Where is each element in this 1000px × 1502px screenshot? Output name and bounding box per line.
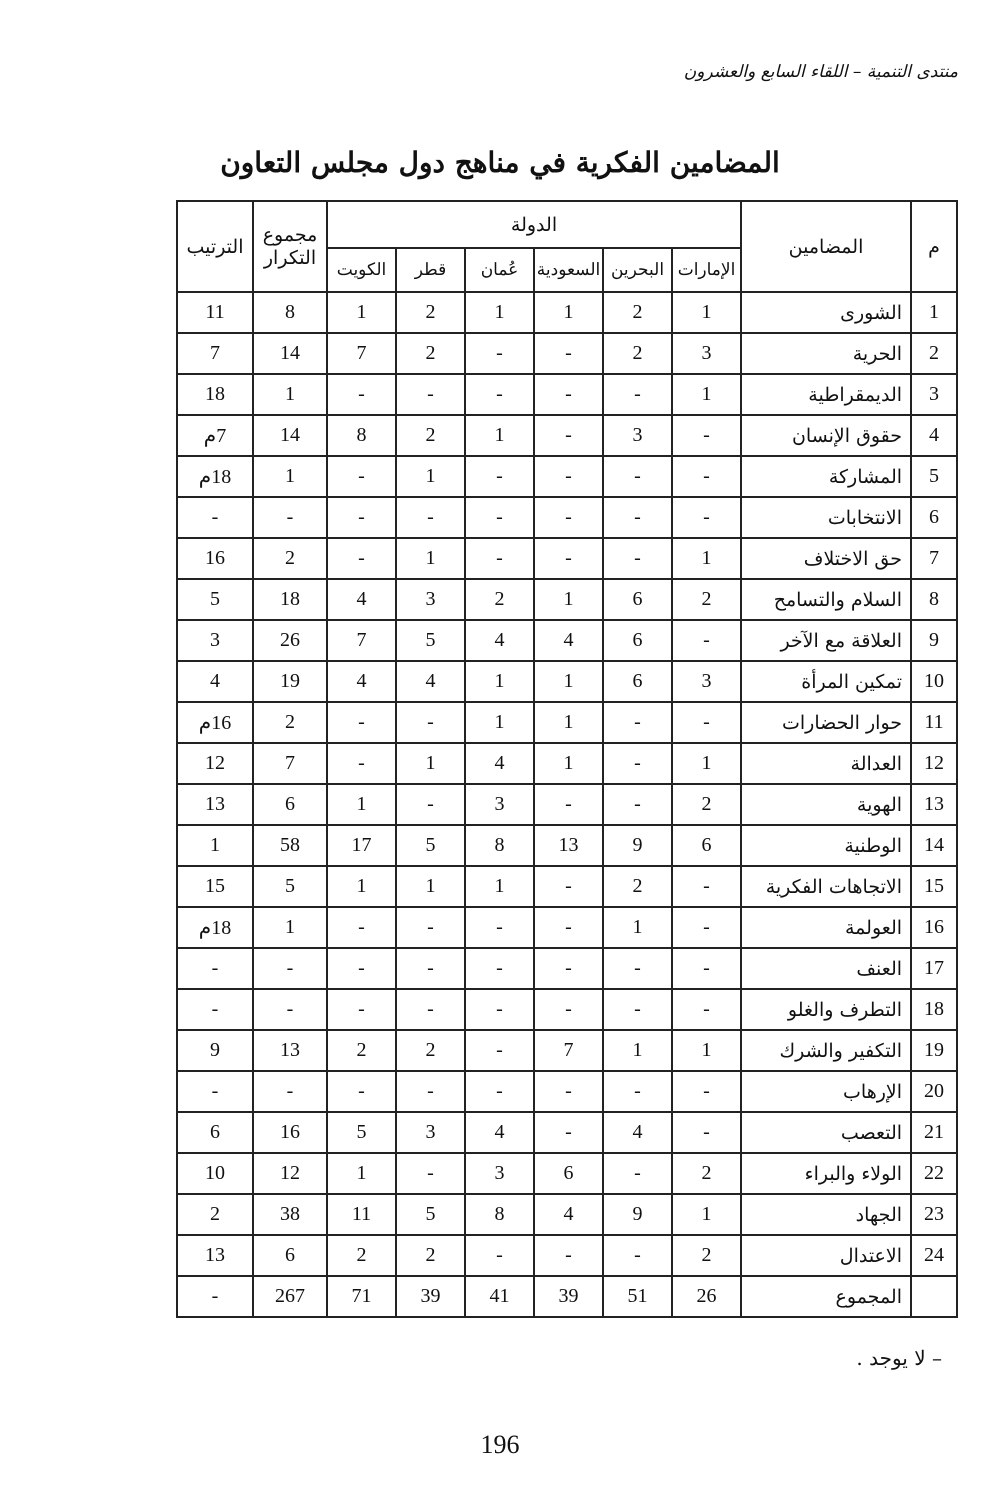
cell-oman: - xyxy=(465,456,534,497)
table-row xyxy=(177,907,957,948)
row-index xyxy=(911,1276,957,1317)
cell-uae: 6 xyxy=(672,825,741,866)
row-topic: المجموع xyxy=(741,1276,911,1317)
cell-saudi: - xyxy=(534,948,603,989)
cell-total: - xyxy=(253,989,327,1030)
row-index: 6 xyxy=(911,497,957,538)
cell-rank: 18م xyxy=(177,456,253,497)
cell-kuwait: 1 xyxy=(327,866,396,907)
cell-saudi: 13 xyxy=(534,825,603,866)
cell-qatar: 2 xyxy=(396,415,465,456)
cell-oman: 4 xyxy=(465,743,534,784)
cell-kuwait: 17 xyxy=(327,825,396,866)
table-row xyxy=(177,948,957,989)
footnote: – لا يوجد . xyxy=(856,1346,942,1370)
cell-qatar: - xyxy=(396,374,465,415)
cell-saudi: 1 xyxy=(534,579,603,620)
cell-total: - xyxy=(253,1071,327,1112)
cell-total: 2 xyxy=(253,702,327,743)
cell-kuwait: 5 xyxy=(327,1112,396,1153)
row-topic: العولمة xyxy=(741,907,911,948)
table-row xyxy=(177,1153,957,1194)
cell-saudi: - xyxy=(534,866,603,907)
row-index: 24 xyxy=(911,1235,957,1276)
cell-uae: - xyxy=(672,907,741,948)
cell-total: 6 xyxy=(253,784,327,825)
cell-total: 38 xyxy=(253,1194,327,1235)
cell-rank: 1 xyxy=(177,825,253,866)
row-index: 14 xyxy=(911,825,957,866)
row-index: 20 xyxy=(911,1071,957,1112)
cell-bahrain: - xyxy=(603,948,672,989)
cell-qatar: 4 xyxy=(396,661,465,702)
cell-qatar: 2 xyxy=(396,1235,465,1276)
cell-uae: - xyxy=(672,1071,741,1112)
table-title: المضامين الفكرية في مناهج دول مجلس التعاون xyxy=(220,146,780,179)
cell-kuwait: - xyxy=(327,374,396,415)
cell-rank: - xyxy=(177,1276,253,1317)
cell-rank: - xyxy=(177,989,253,1030)
cell-bahrain: - xyxy=(603,702,672,743)
cell-uae: - xyxy=(672,620,741,661)
row-topic: الجهاد xyxy=(741,1194,911,1235)
row-index: 15 xyxy=(911,866,957,907)
row-index: 16 xyxy=(911,907,957,948)
cell-bahrain: - xyxy=(603,538,672,579)
cell-oman: - xyxy=(465,374,534,415)
cell-saudi: - xyxy=(534,538,603,579)
cell-saudi: - xyxy=(534,784,603,825)
cell-bahrain: - xyxy=(603,1235,672,1276)
header-country: السعودية xyxy=(534,248,603,292)
table-row xyxy=(177,989,957,1030)
cell-uae: 1 xyxy=(672,1194,741,1235)
cell-bahrain: 2 xyxy=(603,333,672,374)
header-country: الإمارات xyxy=(672,248,741,292)
cell-kuwait: 8 xyxy=(327,415,396,456)
cell-saudi: 39 xyxy=(534,1276,603,1317)
cell-uae: 1 xyxy=(672,538,741,579)
cell-bahrain: 1 xyxy=(603,907,672,948)
cell-qatar: - xyxy=(396,989,465,1030)
row-index: 18 xyxy=(911,989,957,1030)
table-row xyxy=(177,1235,957,1276)
cell-bahrain: 2 xyxy=(603,292,672,333)
cell-bahrain: 3 xyxy=(603,415,672,456)
cell-uae: 26 xyxy=(672,1276,741,1317)
cell-uae: - xyxy=(672,948,741,989)
cell-saudi: - xyxy=(534,415,603,456)
table-row xyxy=(177,620,957,661)
row-topic: التطرف والغلو xyxy=(741,989,911,1030)
cell-uae: 1 xyxy=(672,1030,741,1071)
cell-saudi: - xyxy=(534,1071,603,1112)
cell-rank: 16م xyxy=(177,702,253,743)
cell-oman: 1 xyxy=(465,661,534,702)
cell-kuwait: 4 xyxy=(327,579,396,620)
cell-saudi: - xyxy=(534,333,603,374)
cell-total: 14 xyxy=(253,415,327,456)
row-index: 8 xyxy=(911,579,957,620)
cell-bahrain: - xyxy=(603,497,672,538)
cell-rank: 16 xyxy=(177,538,253,579)
row-index: 4 xyxy=(911,415,957,456)
cell-saudi: - xyxy=(534,1112,603,1153)
cell-oman: 4 xyxy=(465,620,534,661)
row-topic: الاتجاهات الفكرية xyxy=(741,866,911,907)
cell-rank: 12 xyxy=(177,743,253,784)
cell-rank: 4 xyxy=(177,661,253,702)
cell-qatar: - xyxy=(396,497,465,538)
cell-saudi: - xyxy=(534,1235,603,1276)
cell-bahrain: 4 xyxy=(603,1112,672,1153)
row-index: 3 xyxy=(911,374,957,415)
header-topic: المضامين xyxy=(741,201,911,292)
cell-rank: 11 xyxy=(177,292,253,333)
cell-uae: - xyxy=(672,497,741,538)
cell-oman: - xyxy=(465,333,534,374)
cell-total: 5 xyxy=(253,866,327,907)
row-topic: العنف xyxy=(741,948,911,989)
cell-oman: 1 xyxy=(465,292,534,333)
cell-rank: - xyxy=(177,948,253,989)
cell-uae: - xyxy=(672,702,741,743)
row-topic: الوطنية xyxy=(741,825,911,866)
cell-rank: 18م xyxy=(177,907,253,948)
cell-saudi: 1 xyxy=(534,661,603,702)
row-topic: الهوية xyxy=(741,784,911,825)
row-topic: الاعتدال xyxy=(741,1235,911,1276)
cell-rank: 18 xyxy=(177,374,253,415)
cell-bahrain: 6 xyxy=(603,620,672,661)
row-topic: حوار الحضارات xyxy=(741,702,911,743)
header-country: البحرين xyxy=(603,248,672,292)
row-index: 13 xyxy=(911,784,957,825)
row-index: 19 xyxy=(911,1030,957,1071)
cell-total: 6 xyxy=(253,1235,327,1276)
cell-qatar: - xyxy=(396,948,465,989)
row-index: 22 xyxy=(911,1153,957,1194)
cell-rank: 13 xyxy=(177,1235,253,1276)
cell-kuwait: 4 xyxy=(327,661,396,702)
cell-total: 58 xyxy=(253,825,327,866)
cell-qatar: 5 xyxy=(396,825,465,866)
table-row xyxy=(177,702,957,743)
cell-rank: 6 xyxy=(177,1112,253,1153)
cell-bahrain: - xyxy=(603,784,672,825)
cell-bahrain: - xyxy=(603,989,672,1030)
cell-total: 2 xyxy=(253,538,327,579)
cell-oman: 4 xyxy=(465,1112,534,1153)
table-row xyxy=(177,374,957,415)
cell-uae: 1 xyxy=(672,374,741,415)
row-topic: العلاقة مع الآخر xyxy=(741,620,911,661)
cell-oman: 3 xyxy=(465,1153,534,1194)
cell-uae: - xyxy=(672,1112,741,1153)
cell-rank: 9 xyxy=(177,1030,253,1071)
row-topic: التعصب xyxy=(741,1112,911,1153)
header-country-group: الدولة xyxy=(327,201,741,248)
row-index: 11 xyxy=(911,702,957,743)
cell-oman: 1 xyxy=(465,866,534,907)
table-row xyxy=(177,1112,957,1153)
cell-kuwait: 11 xyxy=(327,1194,396,1235)
header-country: عُمان xyxy=(465,248,534,292)
cell-kuwait: 1 xyxy=(327,784,396,825)
cell-saudi: - xyxy=(534,497,603,538)
cell-rank: 7م xyxy=(177,415,253,456)
cell-total: 16 xyxy=(253,1112,327,1153)
table-row xyxy=(177,333,957,374)
table-row xyxy=(177,497,957,538)
cell-total: 1 xyxy=(253,907,327,948)
cell-bahrain: 2 xyxy=(603,866,672,907)
cell-kuwait: - xyxy=(327,538,396,579)
cell-rank: - xyxy=(177,497,253,538)
row-topic: الشورى xyxy=(741,292,911,333)
cell-qatar: 5 xyxy=(396,620,465,661)
cell-total: 14 xyxy=(253,333,327,374)
cell-uae: - xyxy=(672,866,741,907)
cell-bahrain: 1 xyxy=(603,1030,672,1071)
cell-bahrain: 51 xyxy=(603,1276,672,1317)
running-head: منتدى التنمية – اللقاء السابع والعشرون xyxy=(683,62,958,82)
cell-oman: - xyxy=(465,497,534,538)
table-row xyxy=(177,743,957,784)
cell-uae: 2 xyxy=(672,1153,741,1194)
cell-qatar: 2 xyxy=(396,1030,465,1071)
cell-oman: - xyxy=(465,1235,534,1276)
cell-kuwait: - xyxy=(327,948,396,989)
cell-oman: 3 xyxy=(465,784,534,825)
cell-oman: - xyxy=(465,989,534,1030)
cell-total: 1 xyxy=(253,374,327,415)
cell-total: 26 xyxy=(253,620,327,661)
cell-kuwait: - xyxy=(327,743,396,784)
cell-total: - xyxy=(253,948,327,989)
cell-qatar: 1 xyxy=(396,743,465,784)
cell-oman: 2 xyxy=(465,579,534,620)
row-topic: المشاركة xyxy=(741,456,911,497)
row-index: 5 xyxy=(911,456,957,497)
cell-rank: 7 xyxy=(177,333,253,374)
row-topic: السلام والتسامح xyxy=(741,579,911,620)
row-index: 23 xyxy=(911,1194,957,1235)
cell-rank: 13 xyxy=(177,784,253,825)
cell-total: 8 xyxy=(253,292,327,333)
table-row xyxy=(177,538,957,579)
cell-oman: - xyxy=(465,948,534,989)
cell-uae: - xyxy=(672,415,741,456)
cell-qatar: 1 xyxy=(396,538,465,579)
row-topic: تمكين المرأة xyxy=(741,661,911,702)
header-country: قطر xyxy=(396,248,465,292)
cell-saudi: 6 xyxy=(534,1153,603,1194)
cell-saudi: 1 xyxy=(534,702,603,743)
cell-saudi: 4 xyxy=(534,1194,603,1235)
cell-oman: 8 xyxy=(465,1194,534,1235)
row-topic: التكفير والشرك xyxy=(741,1030,911,1071)
row-index: 9 xyxy=(911,620,957,661)
table-row xyxy=(177,661,957,702)
table-row xyxy=(177,456,957,497)
cell-uae: - xyxy=(672,456,741,497)
cell-oman: 41 xyxy=(465,1276,534,1317)
cell-saudi: - xyxy=(534,456,603,497)
table-row xyxy=(177,1194,957,1235)
cell-oman: 1 xyxy=(465,415,534,456)
row-index: 21 xyxy=(911,1112,957,1153)
row-topic: الديمقراطية xyxy=(741,374,911,415)
cell-saudi: 1 xyxy=(534,292,603,333)
cell-rank: 10 xyxy=(177,1153,253,1194)
header-country: الكويت xyxy=(327,248,396,292)
cell-rank: 15 xyxy=(177,866,253,907)
cell-qatar: 2 xyxy=(396,333,465,374)
cell-saudi: 1 xyxy=(534,743,603,784)
cell-kuwait: - xyxy=(327,1071,396,1112)
cell-qatar: - xyxy=(396,1153,465,1194)
row-topic: الانتخابات xyxy=(741,497,911,538)
table-row xyxy=(177,825,957,866)
cell-kuwait: - xyxy=(327,456,396,497)
row-index: 10 xyxy=(911,661,957,702)
table-row xyxy=(177,579,957,620)
cell-saudi: - xyxy=(534,907,603,948)
table-row xyxy=(177,1071,957,1112)
cell-total: 19 xyxy=(253,661,327,702)
cell-bahrain: - xyxy=(603,1153,672,1194)
table-row xyxy=(177,292,957,333)
cell-kuwait: 1 xyxy=(327,292,396,333)
cell-total: 1 xyxy=(253,456,327,497)
cell-rank: 3 xyxy=(177,620,253,661)
table-row xyxy=(177,1030,957,1071)
page-number: 196 xyxy=(480,1430,520,1459)
header-rank: الترتيب xyxy=(177,201,253,292)
cell-qatar: - xyxy=(396,1071,465,1112)
cell-total: 18 xyxy=(253,579,327,620)
cell-qatar: 1 xyxy=(396,866,465,907)
cell-saudi: 7 xyxy=(534,1030,603,1071)
cell-kuwait: 1 xyxy=(327,1153,396,1194)
cell-qatar: 2 xyxy=(396,292,465,333)
cell-kuwait: 2 xyxy=(327,1030,396,1071)
cell-bahrain: - xyxy=(603,1071,672,1112)
cell-bahrain: 6 xyxy=(603,579,672,620)
cell-rank: 2 xyxy=(177,1194,253,1235)
cell-saudi: - xyxy=(534,374,603,415)
cell-saudi: - xyxy=(534,989,603,1030)
cell-total: - xyxy=(253,497,327,538)
cell-bahrain: - xyxy=(603,374,672,415)
row-index: 1 xyxy=(911,292,957,333)
cell-qatar: 1 xyxy=(396,456,465,497)
table-row xyxy=(177,784,957,825)
cell-total: 13 xyxy=(253,1030,327,1071)
row-topic: الولاء والبراء xyxy=(741,1153,911,1194)
cell-bahrain: 9 xyxy=(603,1194,672,1235)
row-topic: العدالة xyxy=(741,743,911,784)
cell-total: 267 xyxy=(253,1276,327,1317)
table-row xyxy=(177,415,957,456)
cell-uae: 1 xyxy=(672,743,741,784)
cell-uae: 3 xyxy=(672,333,741,374)
row-topic: حقوق الإنسان xyxy=(741,415,911,456)
cell-kuwait: 2 xyxy=(327,1235,396,1276)
header-total: مجموع التكرار xyxy=(253,201,327,292)
cell-rank: - xyxy=(177,1071,253,1112)
cell-qatar: 5 xyxy=(396,1194,465,1235)
cell-uae: - xyxy=(672,989,741,1030)
table-body xyxy=(177,292,957,1317)
cell-rank: 5 xyxy=(177,579,253,620)
cell-total: 12 xyxy=(253,1153,327,1194)
cell-kuwait: 7 xyxy=(327,620,396,661)
cell-oman: - xyxy=(465,1030,534,1071)
row-topic: حق الاختلاف xyxy=(741,538,911,579)
cell-oman: - xyxy=(465,1071,534,1112)
cell-qatar: 39 xyxy=(396,1276,465,1317)
cell-uae: 1 xyxy=(672,292,741,333)
content-table xyxy=(176,200,958,1318)
table-row xyxy=(177,866,957,907)
cell-bahrain: - xyxy=(603,456,672,497)
cell-kuwait: - xyxy=(327,702,396,743)
cell-qatar: - xyxy=(396,907,465,948)
cell-saudi: 4 xyxy=(534,620,603,661)
cell-bahrain: 6 xyxy=(603,661,672,702)
cell-qatar: 3 xyxy=(396,1112,465,1153)
cell-oman: - xyxy=(465,907,534,948)
row-topic: الحرية xyxy=(741,333,911,374)
cell-qatar: - xyxy=(396,784,465,825)
row-index: 2 xyxy=(911,333,957,374)
cell-bahrain: - xyxy=(603,743,672,784)
cell-kuwait: 71 xyxy=(327,1276,396,1317)
row-index: 17 xyxy=(911,948,957,989)
cell-qatar: - xyxy=(396,702,465,743)
cell-uae: 2 xyxy=(672,784,741,825)
cell-qatar: 3 xyxy=(396,579,465,620)
cell-uae: 3 xyxy=(672,661,741,702)
cell-uae: 2 xyxy=(672,1235,741,1276)
table-row xyxy=(177,1276,957,1317)
cell-kuwait: 7 xyxy=(327,333,396,374)
header-index: م xyxy=(911,201,957,292)
cell-total: 7 xyxy=(253,743,327,784)
row-index: 12 xyxy=(911,743,957,784)
cell-kuwait: - xyxy=(327,989,396,1030)
cell-kuwait: - xyxy=(327,907,396,948)
row-topic: الإرهاب xyxy=(741,1071,911,1112)
table-container xyxy=(176,200,956,1318)
cell-kuwait: - xyxy=(327,497,396,538)
cell-uae: 2 xyxy=(672,579,741,620)
cell-oman: 1 xyxy=(465,702,534,743)
cell-oman: - xyxy=(465,538,534,579)
cell-oman: 8 xyxy=(465,825,534,866)
cell-bahrain: 9 xyxy=(603,825,672,866)
row-index: 7 xyxy=(911,538,957,579)
